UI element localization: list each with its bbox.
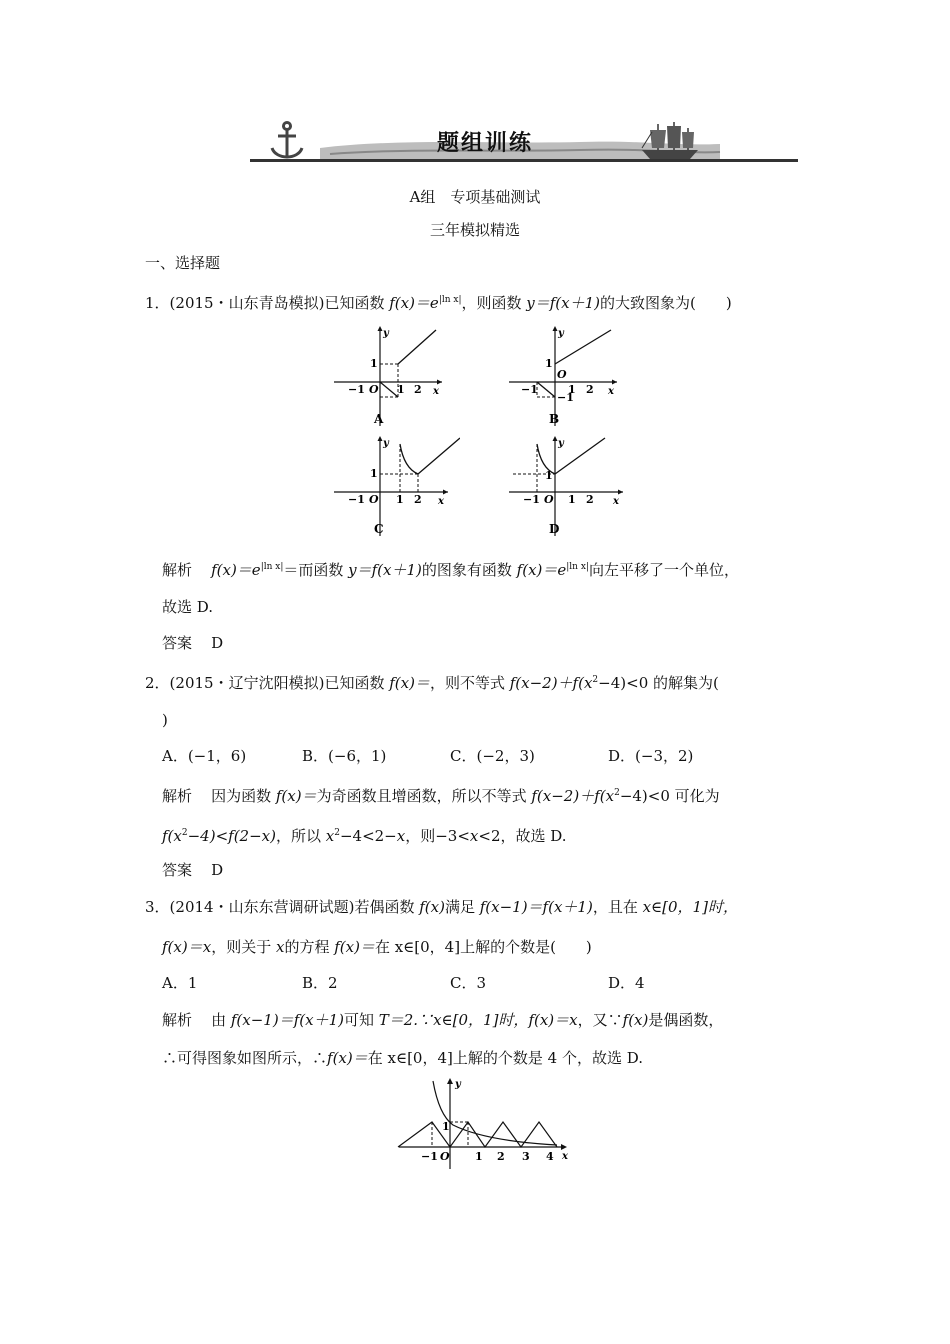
- q2-analysis-label: 解析: [162, 787, 193, 805]
- q3-option-d: D．4: [608, 974, 645, 992]
- q1-analysis: [162, 557, 739, 580]
- graph-b-tick-neg1: −1: [521, 383, 538, 396]
- graph-d-tick-2: 2: [586, 493, 594, 506]
- graph-b-tick-1y: 1: [545, 357, 553, 370]
- q2-analysis-ineq: f(x−2)＋f(x: [531, 787, 615, 805]
- graph-a-y-label: y: [383, 328, 389, 339]
- q1-analysis-shifted: y＝f(x＋1): [348, 561, 422, 579]
- q1-analysis-line2: 故选 D.: [162, 598, 214, 616]
- q2-function: f(x)＝: [389, 674, 430, 692]
- graph-a-x-label: x: [433, 386, 439, 397]
- q2-analysis-text: 因为函数: [211, 787, 276, 805]
- q3-graph-tick-4: 4: [546, 1150, 554, 1163]
- q1-source: (2015・山东青岛模拟): [169, 294, 325, 312]
- q3-analysis-text: 由: [211, 1011, 231, 1029]
- q3-function: f(x): [419, 898, 445, 916]
- anchor-icon: [272, 123, 302, 159]
- q1-analysis-text-3: 向左平移了一个单位，: [588, 561, 739, 579]
- q2-answer-value: D: [211, 861, 224, 879]
- graph-c-origin: O: [369, 493, 379, 506]
- q2-answer: [162, 860, 223, 880]
- q3-stem-text-2: 满足: [444, 898, 480, 916]
- q3-l2-text-2: 的方程: [284, 938, 335, 956]
- q3-a2-text-3: x∈[0，4]上解的个数是 4 个，故选 D.: [387, 1049, 643, 1067]
- q2-paren: ): [162, 711, 168, 729]
- graph-b-tick-neg1y: −1: [557, 391, 574, 404]
- q1-answer-label: 答案: [162, 634, 193, 652]
- q3-analysis: [162, 1010, 723, 1030]
- graph-d-origin: O: [544, 493, 554, 506]
- q3-graph-tick-3: 3: [522, 1150, 530, 1163]
- q2-option-c: C．(−2，3): [450, 747, 535, 765]
- graph-c-tick-2: 2: [414, 493, 422, 506]
- q2-stem: [145, 670, 719, 693]
- q2-source: (2015・辽宁沈阳模拟): [169, 674, 325, 692]
- q2-sup: 2: [592, 675, 599, 685]
- q1-answer-value: D: [211, 634, 224, 652]
- q3-option-c: C．3: [450, 974, 487, 992]
- q2-analysis-line2: [162, 823, 567, 846]
- q3-graph: [395, 1075, 575, 1170]
- q2-a2-text-3: ，则−3<: [405, 827, 470, 845]
- graph-c-caption: C: [374, 522, 384, 536]
- q2-a2-x-3: x: [469, 827, 479, 845]
- q3-equation: f(x−1)＝f(x＋1): [479, 898, 593, 916]
- q3-domain: x∈[0，1]时，: [642, 898, 738, 916]
- graph-b-tick-2: 2: [586, 383, 594, 396]
- q3-l2-function: f(x)＝x: [162, 938, 212, 956]
- q3-analysis-text-3: ，又∵: [577, 1011, 623, 1029]
- q3-option-b: B．2: [302, 974, 338, 992]
- graph-d-tick-1y: 1: [545, 469, 553, 482]
- q2-analysis-text-2: 为奇函数且增函数，所以不等式: [316, 787, 532, 805]
- graph-b-caption: B: [549, 412, 560, 426]
- part-heading: 一、选择题: [145, 254, 221, 272]
- q3-graph-tick-neg1: −1: [421, 1150, 438, 1163]
- q1-function: f(x)＝e: [389, 294, 439, 312]
- q3-analysis-line2: [162, 1048, 643, 1068]
- q3-l2-text-3: 在: [374, 938, 395, 956]
- q3-l2-equation: f(x)＝: [334, 938, 375, 956]
- graph-b-tick-1: 1: [568, 383, 576, 396]
- q3-l2-text: ，则关于: [211, 938, 276, 956]
- q2-a2-text: ，所以: [275, 827, 326, 845]
- graph-c-tick-neg1: −1: [348, 493, 365, 506]
- q3-analysis-domain: x∈[0，1]时，: [433, 1011, 529, 1029]
- q2-stem-text-2: ，则不等式: [429, 674, 510, 692]
- graph-d-x-label: x: [613, 496, 619, 507]
- section-group-title: A组 专项基础测试: [409, 188, 541, 206]
- graph-a-origin: O: [369, 383, 379, 396]
- q1-analysis-label: 解析: [162, 561, 193, 579]
- graph-b-origin: O: [557, 368, 567, 381]
- q3-a2-text-2: 在: [367, 1049, 388, 1067]
- graph-a-caption: A: [374, 412, 384, 426]
- q2-a2-sup: 2: [181, 828, 188, 838]
- q2-a2-text-2: −4<2−: [339, 827, 397, 845]
- q2-inequality-2: −4)<0 的解集为(: [598, 674, 719, 692]
- q3-analysis-function-2: f(x): [622, 1011, 649, 1029]
- q1-analysis-function-2: f(x)＝e: [516, 561, 567, 579]
- graph-c-y-label: y: [383, 438, 389, 449]
- graph-d-tick-1: 1: [568, 493, 576, 506]
- q3-graph-y-label: y: [455, 1079, 461, 1090]
- q2-analysis-text-3: −4)<0 可化为: [619, 787, 720, 805]
- q2-option-d: D．(−3，2): [608, 747, 694, 765]
- q3-graph-origin: O: [440, 1150, 450, 1163]
- graph-d-y-label: y: [558, 438, 564, 449]
- graph-a-tick-2: 2: [414, 383, 422, 396]
- q3-analysis-eq: f(x−1)＝f(x＋1): [230, 1011, 344, 1029]
- q1-number: 1．: [145, 294, 170, 312]
- q3-option-a: A．1: [162, 974, 198, 992]
- graph-a-tick-1: 1: [397, 383, 405, 396]
- q2-option-a: A．(−1，6): [162, 747, 247, 765]
- graph-c-x-label: x: [438, 496, 444, 507]
- q2-stem-text: 已知函数: [324, 674, 390, 692]
- q1-analysis-text: ＝而函数: [283, 561, 349, 579]
- graph-b-x-label: x: [608, 386, 614, 397]
- q3-analysis-period: T＝2.∵: [378, 1011, 434, 1029]
- q3-analysis-text-2: 可知: [343, 1011, 379, 1029]
- q1-stem-text-3: 的大致图象为( ): [600, 294, 732, 312]
- q2-analysis-sup: 2: [614, 788, 620, 798]
- q2-analysis: [162, 783, 720, 806]
- graph-d-caption: D: [549, 522, 560, 536]
- q1-graph-a: [330, 322, 450, 430]
- graph-a-tick-1y: 1: [370, 357, 378, 370]
- graph-a-tick-neg1: −1: [348, 383, 365, 396]
- graph-b-y-label: y: [558, 328, 564, 339]
- page-title: 题组训练: [436, 131, 533, 156]
- q3-source: (2014・山东东营调研试题): [169, 898, 355, 916]
- q1-shifted-function: y＝f(x＋1): [526, 294, 601, 312]
- q2-option-b: B．(−6，1): [302, 747, 387, 765]
- q3-graph-x-label: x: [562, 1151, 568, 1162]
- q3-graph-tick-2: 2: [497, 1150, 505, 1163]
- q3-l2-x: x: [275, 938, 285, 956]
- q2-a2-text-4: <2，故选 D.: [478, 827, 567, 845]
- q2-number: 2．: [145, 674, 170, 692]
- q2-a2-x: x: [325, 827, 335, 845]
- q3-stem-line2: [162, 937, 592, 957]
- q1-stem-text: 已知函数: [324, 294, 390, 312]
- q3-analysis-text-4: 是偶函数，: [648, 1011, 724, 1029]
- q2-inequality: f(x−2)＋f(x: [509, 674, 593, 692]
- q3-analysis-label: 解析: [162, 1011, 193, 1029]
- graph-c-tick-1y: 1: [370, 467, 378, 480]
- q3-l2-text-4: x∈[0，4]上解的个数是( ): [394, 938, 592, 956]
- q1-graph-c: [330, 432, 460, 540]
- q3-a2-text: ∴可得图象如图所示，∴: [162, 1049, 328, 1067]
- q1-analysis-exponent: |ln x|: [260, 562, 284, 572]
- q1-stem-text-2: ，则函数: [461, 294, 527, 312]
- q1-analysis-text-2: 的图象有函数: [421, 561, 517, 579]
- section-subtitle: 三年模拟精选: [429, 221, 520, 239]
- q2-a2-ineq: f(x: [162, 827, 182, 845]
- q1-graph-d: [505, 432, 635, 540]
- q1-analysis-exponent-2: |ln x|: [566, 562, 589, 572]
- q3-a2-function: f(x)＝: [327, 1049, 368, 1067]
- q2-a2-ineq-2: −4)<f(2−x): [187, 827, 276, 845]
- graph-d-tick-neg1: −1: [523, 493, 540, 506]
- q3-number: 3．: [145, 898, 170, 916]
- q2-a2-x-2: x: [396, 827, 406, 845]
- q3-stem-text-3: ，且在: [592, 898, 643, 916]
- q2-analysis-function: f(x)＝: [275, 787, 317, 805]
- q1-graph-b: [505, 322, 625, 430]
- q2-a2-sup-2: 2: [334, 828, 340, 838]
- q1-answer: [162, 633, 223, 653]
- q3-analysis-function: f(x)＝x: [528, 1011, 578, 1029]
- q1-analysis-function: f(x)＝e: [211, 561, 261, 579]
- q3-stem: [145, 897, 738, 917]
- ship-icon: [642, 122, 698, 159]
- graph-c-tick-1: 1: [396, 493, 404, 506]
- q2-answer-label: 答案: [162, 861, 193, 879]
- q3-stem-text: 若偶函数: [354, 898, 420, 916]
- q1-stem: [145, 290, 732, 313]
- q3-graph-tick-1: 1: [475, 1150, 483, 1163]
- q1-exponent: |ln x|: [438, 295, 462, 305]
- q3-graph-tick-1y: 1: [442, 1120, 450, 1133]
